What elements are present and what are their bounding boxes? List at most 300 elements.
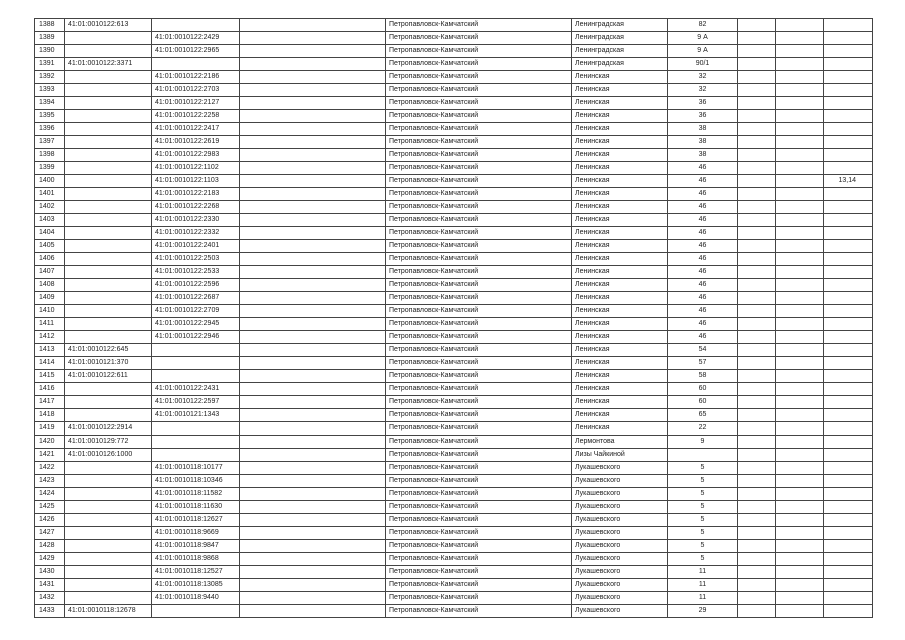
empty-cell	[240, 604, 386, 617]
apartment-numbers-cell	[824, 97, 873, 110]
empty-cell	[240, 175, 386, 188]
street-cell: Лукашевского	[572, 591, 668, 604]
row-number-cell: 1408	[35, 279, 65, 292]
apartment-numbers-cell	[824, 331, 873, 344]
cadastral-premises-cell: 41:01:0010122:2127	[152, 97, 240, 110]
empty-cell	[738, 45, 776, 58]
empty-cell	[240, 123, 386, 136]
apartment-numbers-cell	[824, 136, 873, 149]
table-row	[35, 487, 873, 500]
apartment-numbers-cell	[824, 409, 873, 422]
row-number-cell: 1428	[35, 539, 65, 552]
cadastral-premises-cell: 41:01:0010122:2417	[152, 123, 240, 136]
cadastral-building-cell	[65, 253, 152, 266]
table-row	[35, 97, 873, 110]
cadastral-building-cell	[65, 97, 152, 110]
city-cell: Петропавловск-Камчатский	[386, 240, 572, 253]
row-number-cell: 1399	[35, 162, 65, 175]
apartment-numbers-cell	[824, 513, 873, 526]
empty-cell	[240, 422, 386, 435]
apartment-numbers-cell	[824, 357, 873, 370]
street-cell: Ленинская	[572, 227, 668, 240]
empty-cell	[240, 357, 386, 370]
table-row	[35, 552, 873, 565]
table-row	[35, 383, 873, 396]
empty-cell	[776, 266, 824, 279]
apartment-numbers-cell	[824, 305, 873, 318]
row-number-cell: 1411	[35, 318, 65, 331]
empty-cell	[240, 71, 386, 84]
table-row	[35, 32, 873, 45]
city-cell: Петропавловск-Камчатский	[386, 565, 572, 578]
apartment-numbers-cell	[824, 500, 873, 513]
empty-cell	[240, 162, 386, 175]
empty-cell	[738, 578, 776, 591]
row-number-cell: 1430	[35, 565, 65, 578]
empty-cell	[240, 253, 386, 266]
table-row	[35, 409, 873, 422]
empty-cell	[776, 305, 824, 318]
cadastral-premises-cell: 41:01:0010122:2533	[152, 266, 240, 279]
empty-cell	[776, 513, 824, 526]
row-number-cell: 1423	[35, 474, 65, 487]
empty-cell	[776, 240, 824, 253]
cadastral-building-cell	[65, 305, 152, 318]
city-cell: Петропавловск-Камчатский	[386, 513, 572, 526]
empty-cell	[240, 240, 386, 253]
cadastral-building-cell	[65, 188, 152, 201]
apartment-numbers-cell	[824, 110, 873, 123]
cadastral-premises-cell: 41:01:0010122:2703	[152, 84, 240, 97]
row-number-cell: 1410	[35, 305, 65, 318]
empty-cell	[738, 292, 776, 305]
empty-cell	[776, 422, 824, 435]
empty-cell	[776, 162, 824, 175]
row-number-cell: 1389	[35, 32, 65, 45]
house-number-cell: 38	[668, 123, 738, 136]
empty-cell	[240, 539, 386, 552]
cadastral-building-cell	[65, 513, 152, 526]
cadastral-building-cell	[65, 474, 152, 487]
city-cell: Петропавловск-Камчатский	[386, 149, 572, 162]
empty-cell	[776, 500, 824, 513]
empty-cell	[776, 318, 824, 331]
house-number-cell	[668, 448, 738, 461]
cadastral-building-cell	[65, 110, 152, 123]
cadastral-building-cell	[65, 396, 152, 409]
street-cell: Ленинская	[572, 201, 668, 214]
table-row	[35, 591, 873, 604]
empty-cell	[240, 97, 386, 110]
city-cell: Петропавловск-Камчатский	[386, 84, 572, 97]
house-number-cell: 82	[668, 19, 738, 32]
empty-cell	[738, 32, 776, 45]
street-cell: Лизы Чайкиной	[572, 448, 668, 461]
apartment-numbers-cell	[824, 604, 873, 617]
row-number-cell: 1420	[35, 435, 65, 448]
empty-cell	[776, 32, 824, 45]
empty-cell	[738, 123, 776, 136]
row-number-cell: 1417	[35, 396, 65, 409]
cadastral-building-cell: 41:01:0010126:1000	[65, 448, 152, 461]
empty-cell	[738, 266, 776, 279]
table-row	[35, 227, 873, 240]
table-row	[35, 331, 873, 344]
empty-cell	[240, 331, 386, 344]
street-cell: Ленинская	[572, 344, 668, 357]
table-row	[35, 84, 873, 97]
empty-cell	[776, 331, 824, 344]
city-cell: Петропавловск-Камчатский	[386, 110, 572, 123]
empty-cell	[776, 110, 824, 123]
street-cell: Лукашевского	[572, 565, 668, 578]
empty-cell	[776, 474, 824, 487]
empty-cell	[240, 84, 386, 97]
empty-cell	[738, 19, 776, 32]
table-row	[35, 422, 873, 435]
empty-cell	[776, 279, 824, 292]
city-cell: Петропавловск-Камчатский	[386, 279, 572, 292]
empty-cell	[240, 227, 386, 240]
cadastral-building-cell	[65, 279, 152, 292]
street-cell: Ленинская	[572, 370, 668, 383]
cadastral-building-cell	[65, 240, 152, 253]
street-cell: Ленинская	[572, 123, 668, 136]
empty-cell	[240, 149, 386, 162]
empty-cell	[240, 565, 386, 578]
house-number-cell: 5	[668, 513, 738, 526]
empty-cell	[738, 305, 776, 318]
street-cell: Ленинская	[572, 175, 668, 188]
street-cell: Ленинская	[572, 110, 668, 123]
house-number-cell: 46	[668, 253, 738, 266]
cadastral-premises-cell: 41:01:0010122:2503	[152, 253, 240, 266]
cadastral-premises-cell: 41:01:0010118:11582	[152, 487, 240, 500]
row-number-cell: 1421	[35, 448, 65, 461]
street-cell: Лукашевского	[572, 500, 668, 513]
cadastral-building-cell	[65, 409, 152, 422]
cadastral-building-cell	[65, 136, 152, 149]
house-number-cell: 58	[668, 370, 738, 383]
apartment-numbers-cell	[824, 292, 873, 305]
apartment-numbers-cell	[824, 370, 873, 383]
street-cell: Ленинская	[572, 71, 668, 84]
cadastral-premises-cell: 41:01:0010122:2431	[152, 383, 240, 396]
row-number-cell: 1424	[35, 487, 65, 500]
table-row	[35, 175, 873, 188]
city-cell: Петропавловск-Камчатский	[386, 448, 572, 461]
apartment-numbers-cell	[824, 32, 873, 45]
empty-cell	[738, 71, 776, 84]
house-number-cell: 5	[668, 552, 738, 565]
apartment-numbers-cell	[824, 279, 873, 292]
cadastral-premises-cell: 41:01:0010118:9847	[152, 539, 240, 552]
empty-cell	[776, 578, 824, 591]
cadastral-building-cell: 41:01:0010118:12678	[65, 604, 152, 617]
city-cell: Петропавловск-Камчатский	[386, 97, 572, 110]
street-cell: Ленинская	[572, 331, 668, 344]
apartment-numbers-cell	[824, 435, 873, 448]
house-number-cell: 46	[668, 331, 738, 344]
empty-cell	[776, 526, 824, 539]
row-number-cell: 1429	[35, 552, 65, 565]
apartment-numbers-cell	[824, 253, 873, 266]
city-cell: Петропавловск-Камчатский	[386, 305, 572, 318]
city-cell: Петропавловск-Камчатский	[386, 357, 572, 370]
city-cell: Петропавловск-Камчатский	[386, 409, 572, 422]
cadastral-building-cell	[65, 565, 152, 578]
empty-cell	[738, 474, 776, 487]
cadastral-premises-cell: 41:01:0010122:2597	[152, 396, 240, 409]
cadastral-building-cell	[65, 45, 152, 58]
row-number-cell: 1416	[35, 383, 65, 396]
apartment-numbers-cell	[824, 487, 873, 500]
cadastral-premises-cell	[152, 604, 240, 617]
apartment-numbers-cell	[824, 552, 873, 565]
empty-cell	[738, 435, 776, 448]
empty-cell	[738, 552, 776, 565]
street-cell: Ленинская	[572, 383, 668, 396]
empty-cell	[738, 500, 776, 513]
empty-cell	[738, 279, 776, 292]
city-cell: Петропавловск-Камчатский	[386, 474, 572, 487]
cadastral-building-cell	[65, 149, 152, 162]
table-row	[35, 188, 873, 201]
empty-cell	[738, 214, 776, 227]
row-number-cell: 1433	[35, 604, 65, 617]
row-number-cell: 1409	[35, 292, 65, 305]
cadastral-premises-cell: 41:01:0010122:2429	[152, 32, 240, 45]
empty-cell	[776, 84, 824, 97]
empty-cell	[240, 461, 386, 474]
empty-cell	[240, 279, 386, 292]
city-cell: Петропавловск-Камчатский	[386, 396, 572, 409]
row-number-cell: 1394	[35, 97, 65, 110]
empty-cell	[738, 136, 776, 149]
cadastral-building-cell	[65, 84, 152, 97]
empty-cell	[240, 19, 386, 32]
city-cell: Петропавловск-Камчатский	[386, 214, 572, 227]
house-number-cell: 60	[668, 383, 738, 396]
street-cell: Лукашевского	[572, 552, 668, 565]
cadastral-premises-cell: 41:01:0010118:13085	[152, 578, 240, 591]
empty-cell	[240, 45, 386, 58]
cadastral-premises-cell: 41:01:0010118:10177	[152, 461, 240, 474]
table-row	[35, 435, 873, 448]
cadastral-premises-cell: 41:01:0010118:12527	[152, 565, 240, 578]
row-number-cell: 1426	[35, 513, 65, 526]
apartment-numbers-cell	[824, 526, 873, 539]
table-row	[35, 461, 873, 474]
empty-cell	[738, 240, 776, 253]
row-number-cell: 1393	[35, 84, 65, 97]
cadastral-premises-cell: 41:01:0010122:2186	[152, 71, 240, 84]
table-body	[35, 19, 873, 618]
empty-cell	[776, 292, 824, 305]
row-number-cell: 1401	[35, 188, 65, 201]
empty-cell	[776, 539, 824, 552]
empty-cell	[776, 123, 824, 136]
house-number-cell: 11	[668, 591, 738, 604]
table-row	[35, 279, 873, 292]
empty-cell	[738, 604, 776, 617]
empty-cell	[776, 487, 824, 500]
cadastral-premises-cell	[152, 448, 240, 461]
apartment-numbers-cell	[824, 578, 873, 591]
cadastral-premises-cell: 41:01:0010121:1343	[152, 409, 240, 422]
table-row	[35, 539, 873, 552]
empty-cell	[240, 214, 386, 227]
table-row	[35, 45, 873, 58]
street-cell: Лукашевского	[572, 474, 668, 487]
street-cell: Лукашевского	[572, 526, 668, 539]
empty-cell	[240, 513, 386, 526]
empty-cell	[776, 58, 824, 71]
empty-cell	[240, 448, 386, 461]
empty-cell	[738, 526, 776, 539]
street-cell: Лукашевского	[572, 461, 668, 474]
cadastral-premises-cell	[152, 19, 240, 32]
street-cell: Лукашевского	[572, 487, 668, 500]
empty-cell	[738, 110, 776, 123]
empty-cell	[776, 214, 824, 227]
city-cell: Петропавловск-Камчатский	[386, 32, 572, 45]
empty-cell	[240, 500, 386, 513]
city-cell: Петропавловск-Камчатский	[386, 552, 572, 565]
city-cell: Петропавловск-Камчатский	[386, 175, 572, 188]
cadastral-building-cell	[65, 162, 152, 175]
apartment-numbers-cell	[824, 461, 873, 474]
cadastral-premises-cell: 41:01:0010122:1102	[152, 162, 240, 175]
apartment-numbers-cell	[824, 201, 873, 214]
house-number-cell: 46	[668, 292, 738, 305]
table-row	[35, 448, 873, 461]
street-cell: Ленинградская	[572, 19, 668, 32]
cadastral-building-cell	[65, 292, 152, 305]
cadastral-premises-cell: 41:01:0010118:9669	[152, 526, 240, 539]
empty-cell	[240, 305, 386, 318]
row-number-cell: 1406	[35, 253, 65, 266]
row-number-cell: 1395	[35, 110, 65, 123]
city-cell: Петропавловск-Камчатский	[386, 604, 572, 617]
cadastral-building-cell	[65, 591, 152, 604]
table-row	[35, 110, 873, 123]
empty-cell	[738, 513, 776, 526]
apartment-numbers-cell	[824, 149, 873, 162]
empty-cell	[240, 409, 386, 422]
cadastral-building-cell: 41:01:0010122:645	[65, 344, 152, 357]
cadastral-premises-cell: 41:01:0010122:2330	[152, 214, 240, 227]
row-number-cell: 1412	[35, 331, 65, 344]
street-cell: Ленинская	[572, 422, 668, 435]
house-number-cell: 46	[668, 240, 738, 253]
empty-cell	[776, 409, 824, 422]
empty-cell	[738, 175, 776, 188]
empty-cell	[776, 370, 824, 383]
empty-cell	[738, 539, 776, 552]
table-row	[35, 305, 873, 318]
row-number-cell: 1432	[35, 591, 65, 604]
house-number-cell: 36	[668, 110, 738, 123]
empty-cell	[776, 253, 824, 266]
city-cell: Петропавловск-Камчатский	[386, 500, 572, 513]
empty-cell	[776, 188, 824, 201]
empty-cell	[738, 487, 776, 500]
apartment-numbers-cell	[824, 19, 873, 32]
cadastral-premises-cell: 41:01:0010122:2946	[152, 331, 240, 344]
street-cell: Ленинская	[572, 279, 668, 292]
table-row	[35, 578, 873, 591]
city-cell: Петропавловск-Камчатский	[386, 370, 572, 383]
street-cell: Ленинская	[572, 266, 668, 279]
cadastral-premises-cell: 41:01:0010122:2945	[152, 318, 240, 331]
empty-cell	[240, 552, 386, 565]
house-number-cell: 65	[668, 409, 738, 422]
house-number-cell: 5	[668, 461, 738, 474]
city-cell: Петропавловск-Камчатский	[386, 45, 572, 58]
row-number-cell: 1392	[35, 71, 65, 84]
cadastral-building-cell	[65, 201, 152, 214]
apartment-numbers-cell	[824, 539, 873, 552]
empty-cell	[240, 32, 386, 45]
row-number-cell: 1397	[35, 136, 65, 149]
house-number-cell: 11	[668, 578, 738, 591]
cadastral-building-cell: 41:01:0010122:2914	[65, 422, 152, 435]
street-cell: Ленинградская	[572, 45, 668, 58]
table-row	[35, 565, 873, 578]
cadastral-premises-cell: 41:01:0010118:11630	[152, 500, 240, 513]
city-cell: Петропавловск-Камчатский	[386, 331, 572, 344]
street-cell: Ленинская	[572, 253, 668, 266]
row-number-cell: 1398	[35, 149, 65, 162]
cadastral-building-cell	[65, 32, 152, 45]
empty-cell	[738, 448, 776, 461]
scanned-table-page	[34, 18, 872, 618]
row-number-cell: 1400	[35, 175, 65, 188]
empty-cell	[738, 409, 776, 422]
cadastral-premises-cell	[152, 58, 240, 71]
cadastral-building-cell	[65, 318, 152, 331]
apartment-numbers-cell	[824, 396, 873, 409]
street-cell: Ленинская	[572, 409, 668, 422]
cadastral-premises-cell: 41:01:0010118:9868	[152, 552, 240, 565]
empty-cell	[776, 357, 824, 370]
cadastral-building-cell	[65, 552, 152, 565]
cadastral-building-cell	[65, 383, 152, 396]
row-number-cell: 1419	[35, 422, 65, 435]
house-number-cell: 46	[668, 188, 738, 201]
house-number-cell: 5	[668, 474, 738, 487]
apartment-numbers-cell	[824, 422, 873, 435]
city-cell: Петропавловск-Камчатский	[386, 318, 572, 331]
city-cell: Петропавловск-Камчатский	[386, 435, 572, 448]
empty-cell	[776, 591, 824, 604]
house-number-cell: 57	[668, 357, 738, 370]
cadastral-building-cell: 41:01:0010122:613	[65, 19, 152, 32]
row-number-cell: 1415	[35, 370, 65, 383]
table-row	[35, 370, 873, 383]
city-cell: Петропавловск-Камчатский	[386, 19, 572, 32]
table-row	[35, 214, 873, 227]
house-number-cell: 46	[668, 214, 738, 227]
table-row	[35, 396, 873, 409]
empty-cell	[738, 383, 776, 396]
empty-cell	[240, 591, 386, 604]
cadastral-building-cell	[65, 461, 152, 474]
street-cell: Ленинская	[572, 84, 668, 97]
empty-cell	[738, 58, 776, 71]
table-row	[35, 344, 873, 357]
